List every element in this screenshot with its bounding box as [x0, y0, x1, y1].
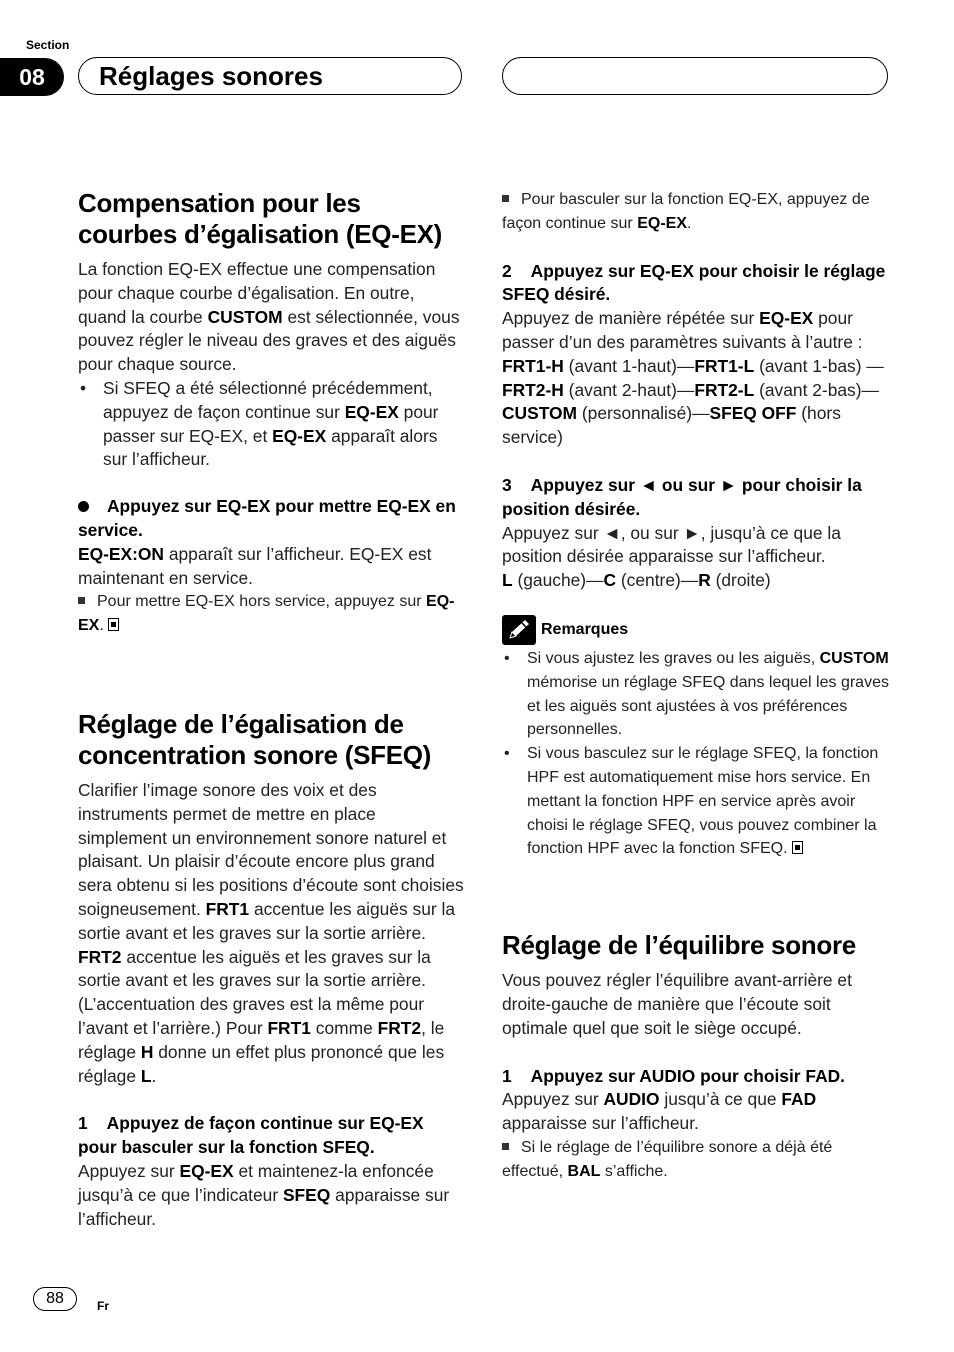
section-title-box [78, 57, 462, 95]
paragraph-balance-intro: Vous pouvez régler l’équilibre avant-arrière et droite-gauche de manière que l’écoute soit optimale quel que soit le siège occupé. [502, 970, 852, 1038]
step-2-sfeq [502, 260, 890, 308]
left-column [78, 188, 466, 1231]
section-number-badge: 08 [0, 58, 64, 96]
bullet-text: Si SFEQ a été sélectionné précédemment, appuyez de façon continue sur EQ-EX pour passer sur EQ-EX, et EQ-EX apparaît alors sur l’afficheur. [103, 377, 439, 470]
paragraph-step-1: Appuyez sur EQ-EX et maintenez-la enfoncée jusqu’à ce que l’indicateur SFEQ apparaisse sur l’afficheur. [78, 1160, 450, 1229]
step-1-sfeq [78, 1112, 466, 1160]
step-text: Appuyez sur EQ-EX pour choisir le réglage SFEQ désiré. [502, 260, 886, 305]
step-text: Appuyez sur EQ-EX pour mettre EQ-EX en service. [78, 496, 456, 540]
notes-header [502, 615, 890, 645]
section-title: Réglages sonores [99, 61, 323, 91]
end-mark-icon [792, 841, 803, 854]
note-bal [502, 1136, 890, 1184]
step-eq-ex-on [78, 495, 466, 543]
paragraph-step-2: Appuyez de manière répétée sur EQ-EX pour passer d’un des paramètres suivants à l’autre : [502, 308, 863, 352]
paragraph-eq-ex-on: EQ-EX:ON apparaît sur l’afficheur. EQ-EX est maintenant en service. [78, 543, 432, 588]
paragraph-sfeq-list: FRT1-H (avant 1-haut)—FRT1-L (avant 1-bas) —FRT2-H (avant 2-haut)—FRT2-L (avant 2-bas)—CUSTOM (personnalisé)—SFEQ OFF (hors service) [502, 355, 884, 448]
step-number: 1 [502, 1065, 512, 1086]
step-text: Appuyez sur AUDIO pour choisir FAD. [530, 1065, 846, 1086]
paragraph-positions: L (gauche)—C (centre)—R (droite) [502, 570, 771, 591]
step-number: 3 [502, 474, 512, 495]
note-text: Si vous ajustez les graves ou les aiguës, CUSTOM mémorise un réglage SFEQ dans lequel les graves et les aiguës sont ajustées à vos préférences personnelles. [527, 649, 889, 739]
note-text: Pour mettre EQ-EX hors service, appuyez sur EQ-EX. [78, 593, 455, 635]
notes-title: Remarques [541, 621, 629, 639]
note-text: Si le réglage de l’équilibre sonore a déjà été effectué, BAL s’affiche. [502, 1138, 833, 1180]
step-number: 1 [78, 1113, 88, 1134]
paragraph-step-3: Appuyez sur ◄, ou sur ►, jusqu’à ce que la position désirée apparaisse sur l’afficheur. [502, 522, 841, 567]
heading-sfeq: Réglage de l’égalisation de concentration sonore (SFEQ) [78, 708, 432, 770]
note-item [502, 742, 890, 861]
square-bullet-icon [78, 597, 85, 604]
note-text: Pour basculer sur la fonction EQ-EX, appuyez de façon continue sur EQ-EX. [502, 191, 870, 232]
step-3-position [502, 474, 890, 522]
language-code: Fr [97, 1299, 109, 1313]
paragraph-eq-ex-intro: La fonction EQ-EX effectue une compensation pour chaque courbe d’égalisation. En outre, quand la courbe CUSTOM est sélectionnée, vous pouvez régler le niveau des graves et des aiguës pour chaque source. [78, 259, 460, 375]
section-label: Section [26, 38, 70, 52]
note-eq-ex-switch [502, 188, 890, 236]
end-mark-icon [108, 618, 119, 631]
right-column [502, 188, 890, 1184]
bullet-mark: • [80, 377, 87, 398]
square-bullet-icon [502, 1143, 509, 1150]
paragraph-step-fad: Appuyez sur AUDIO jusqu’à ce que FAD apparaisse sur l’afficheur. [502, 1089, 817, 1134]
paragraph-sfeq-intro: Clarifier l’image sonore des voix et des instruments permet de mettre en place simplement un environnement sonore naturel et plaisant. Un plaisir d’écoute encore plus grand sera obtenu si les positions d’écoute sont choisies soigneusement. FRT1 accentue les aiguës sur la sortie avant et les graves sur la sortie arrière. FRT2 accentue les aiguës et les graves sur la sortie avant et les graves sur la sortie arrière. (L’accentuation des graves est la même pour l’avant et l’arrière.) Pour FRT1 comme FRT2, le réglage H donne un effet plus prononcé que les réglage L. [78, 779, 464, 1086]
step-text: Appuyez de façon continue sur EQ-EX pour basculer sur la fonction SFEQ. [78, 1113, 424, 1158]
step-number: 2 [502, 260, 512, 281]
heading-balance: Réglage de l’équilibre sonore [502, 930, 856, 961]
square-bullet-icon [502, 195, 509, 202]
bullet-mark: • [504, 649, 510, 667]
empty-title-box [502, 57, 888, 95]
step-text: Appuyez sur ◄ ou sur ► pour choisir la position désirée. [502, 474, 862, 519]
note-text: Si vous basculez sur le réglage SFEQ, la fonction HPF est automatiquement mise hors service. En mettant la fonction HPF en service après avoir choisi le réglage SFEQ, vous pouvez combiner la fonction HPF avec la fonction SFEQ. [527, 745, 879, 858]
bullet-item [78, 377, 466, 472]
bullet-mark: • [504, 745, 510, 763]
note-eq-ex-off [78, 590, 466, 638]
step-dot-icon [78, 501, 89, 512]
pencil-icon [502, 615, 536, 645]
step-1-fad [502, 1065, 890, 1089]
heading-eq-ex: Compensation pour les courbes d’égalisation (EQ-EX) [78, 188, 443, 249]
note-item [502, 647, 890, 742]
page-number: 88 [33, 1287, 77, 1311]
